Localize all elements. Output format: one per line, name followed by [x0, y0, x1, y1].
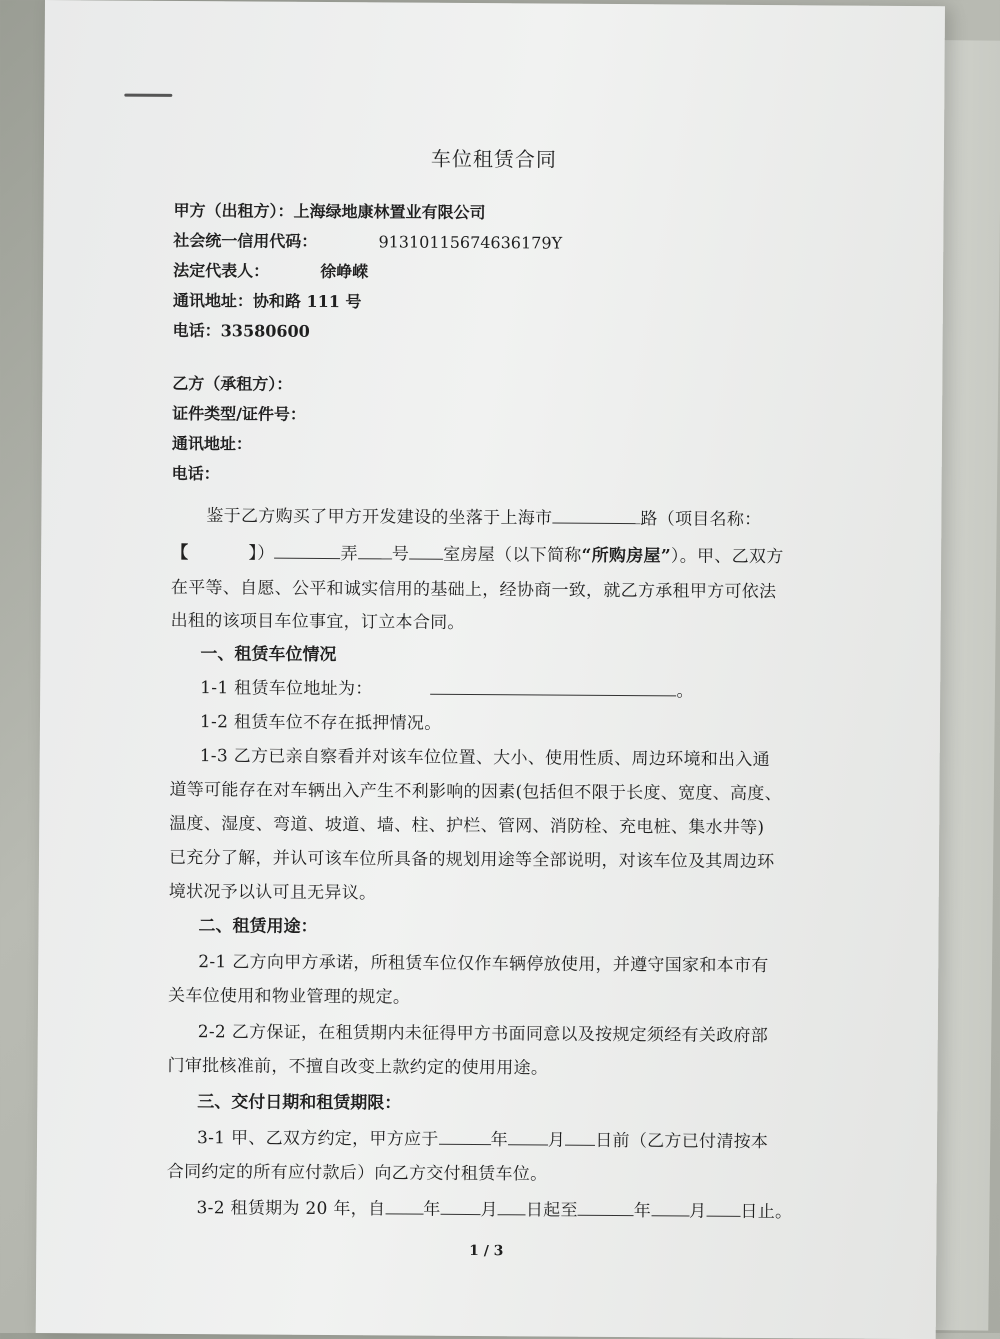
clause-text: 年 — [423, 1199, 441, 1220]
staple-mark — [124, 94, 172, 97]
month-blank — [508, 1127, 548, 1145]
clause-text: 3-1 甲、乙双方约定，甲方应于 — [196, 1128, 439, 1150]
party-a-phone-line — [173, 318, 310, 342]
credit-code-line — [173, 228, 562, 254]
credit-code-label: 社会统一信用代码： — [173, 230, 318, 251]
clause-2-2-line-2: 门审批核准前，不擅自改变上款约定的使用用途。 — [167, 1055, 549, 1079]
intro-line-4: 出租的该项目车位事宜，订立本合同。 — [170, 610, 465, 633]
clause-text: 月 — [547, 1130, 566, 1151]
clause-text: 日止。 — [740, 1201, 793, 1223]
intro-line-1 — [206, 501, 761, 530]
contract-page — [36, 0, 945, 1339]
address-blank — [431, 677, 677, 697]
party-a-address-label: 通讯地址： — [172, 290, 253, 311]
clause-text: 月 — [480, 1200, 498, 1221]
page-number: 1 / 3 — [469, 1242, 504, 1260]
clause-1-3-line-3: 温度、湿度、弯道、坡道、墙、柱、护栏、管网、消防栓、充电桩、集水井等) — [169, 813, 765, 839]
intro-text: 路（项目名称： — [640, 509, 762, 531]
intro-text: 】） — [248, 543, 275, 564]
party-a-address: 协和路 111 号 — [252, 291, 362, 312]
intro-text: 弄 — [340, 544, 358, 565]
clause-1-3-line-5: 境状况予以认可且无异议。 — [168, 881, 377, 904]
clause-2-2-line-1: 2-2 乙方保证，在租赁期内未征得甲方书面同意以及按规定须经有关政府部 — [197, 1022, 769, 1047]
clause-1-3-line-4: 已充分了解，并认可该车位所具备的规划用途等全部说明，对该车位及其周边环 — [168, 847, 775, 873]
clause-text: 日前（乙方已付清按本 — [595, 1130, 769, 1153]
end-month-blank — [651, 1198, 689, 1216]
intro-text: 号 — [391, 544, 410, 565]
party-a-line — [173, 198, 485, 223]
clause-1-3-line-2: 道等可能存在对车辆出入产生不利影响的因素(包括但不限于长度、宽度、高度、 — [169, 779, 782, 805]
clause-3-2 — [196, 1193, 792, 1222]
intro-line-2 — [171, 538, 784, 567]
clause-3-1-line-2: 合同约定的所有应付款后）向乙方交付租赁车位。 — [166, 1161, 548, 1185]
defined-term: “所购房屋” — [581, 545, 672, 567]
party-b-phone-label: 电话： — [171, 463, 220, 484]
party-b-id-label: 证件类型/证件号： — [172, 403, 307, 424]
credit-code-value: 91310115674636179Y — [378, 232, 563, 253]
intro-text: 室房屋（以下简称 — [443, 544, 582, 566]
year-blank — [439, 1127, 491, 1145]
clause-2-1-line-1: 2-1 乙方向甲方承诺，所租赁车位仅作车辆停放使用，并遵守国家和本市有 — [198, 952, 769, 977]
clause-text: 。 — [676, 681, 694, 702]
legal-rep-name: 徐峥嵘 — [320, 261, 369, 282]
clause-text: 3-2 租赁期为 20 年，自 — [196, 1198, 386, 1220]
section-1-heading: 一、租赁车位情况 — [200, 644, 337, 666]
party-a-phone-label: 电话： — [172, 320, 221, 341]
start-day-blank — [498, 1197, 526, 1215]
intro-line-3: 在平等、自愿、公平和诚实信用的基础上，经协商一致，就乙方承租甲方可依法 — [170, 577, 777, 603]
document-title: 车位租赁合同 — [430, 146, 557, 172]
clause-2-1-line-2: 关车位使用和物业管理的规定。 — [167, 985, 411, 1008]
clause-text: 年 — [633, 1201, 652, 1222]
party-a-label: 甲方（出租方）： — [173, 200, 294, 221]
bracket-open: 【 — [171, 542, 189, 564]
party-a-phone: 33580600 — [220, 321, 310, 341]
section-2-heading: 二、租赁用途： — [198, 916, 318, 937]
party-b-address-label: 通讯地址： — [171, 433, 252, 454]
clause-text: 日起至 — [525, 1200, 578, 1221]
start-month-blank — [441, 1197, 481, 1215]
clause-text: 年 — [490, 1130, 509, 1151]
party-a-name: 上海绿地康林置业有限公司 — [293, 201, 486, 223]
clause-1-2: 1-2 租赁车位不存在抵押情况。 — [199, 712, 442, 734]
end-day-blank — [706, 1199, 740, 1217]
legal-rep-line — [173, 258, 368, 282]
intro-text: 鉴于乙方购买了甲方开发建设的坐落于上海市 — [206, 506, 553, 529]
day-blank — [565, 1128, 595, 1146]
party-a-address-line — [173, 288, 362, 312]
clause-3-1-line-1 — [197, 1123, 768, 1152]
clause-text: 月 — [689, 1201, 707, 1222]
section-3-heading: 三、交付日期和租赁期限： — [197, 1092, 402, 1114]
lane-blank — [275, 541, 341, 559]
end-year-blank — [578, 1198, 634, 1216]
party-b-name-label: 乙方（承租方）： — [172, 373, 293, 394]
intro-text: ）。甲、乙双方 — [670, 546, 784, 568]
start-year-blank — [385, 1196, 423, 1214]
clause-text: 1-1 租赁车位地址为： — [200, 678, 373, 700]
number-blank — [358, 541, 392, 559]
road-blank — [552, 506, 640, 525]
clause-1-3-line-1: 1-3 乙方已亲自察看并对该车位位置、大小、使用性质、周边环境和出入通 — [199, 746, 771, 771]
room-blank — [409, 542, 443, 560]
clause-1-1 — [200, 673, 694, 701]
legal-rep-label: 法定代表人： — [173, 260, 270, 281]
